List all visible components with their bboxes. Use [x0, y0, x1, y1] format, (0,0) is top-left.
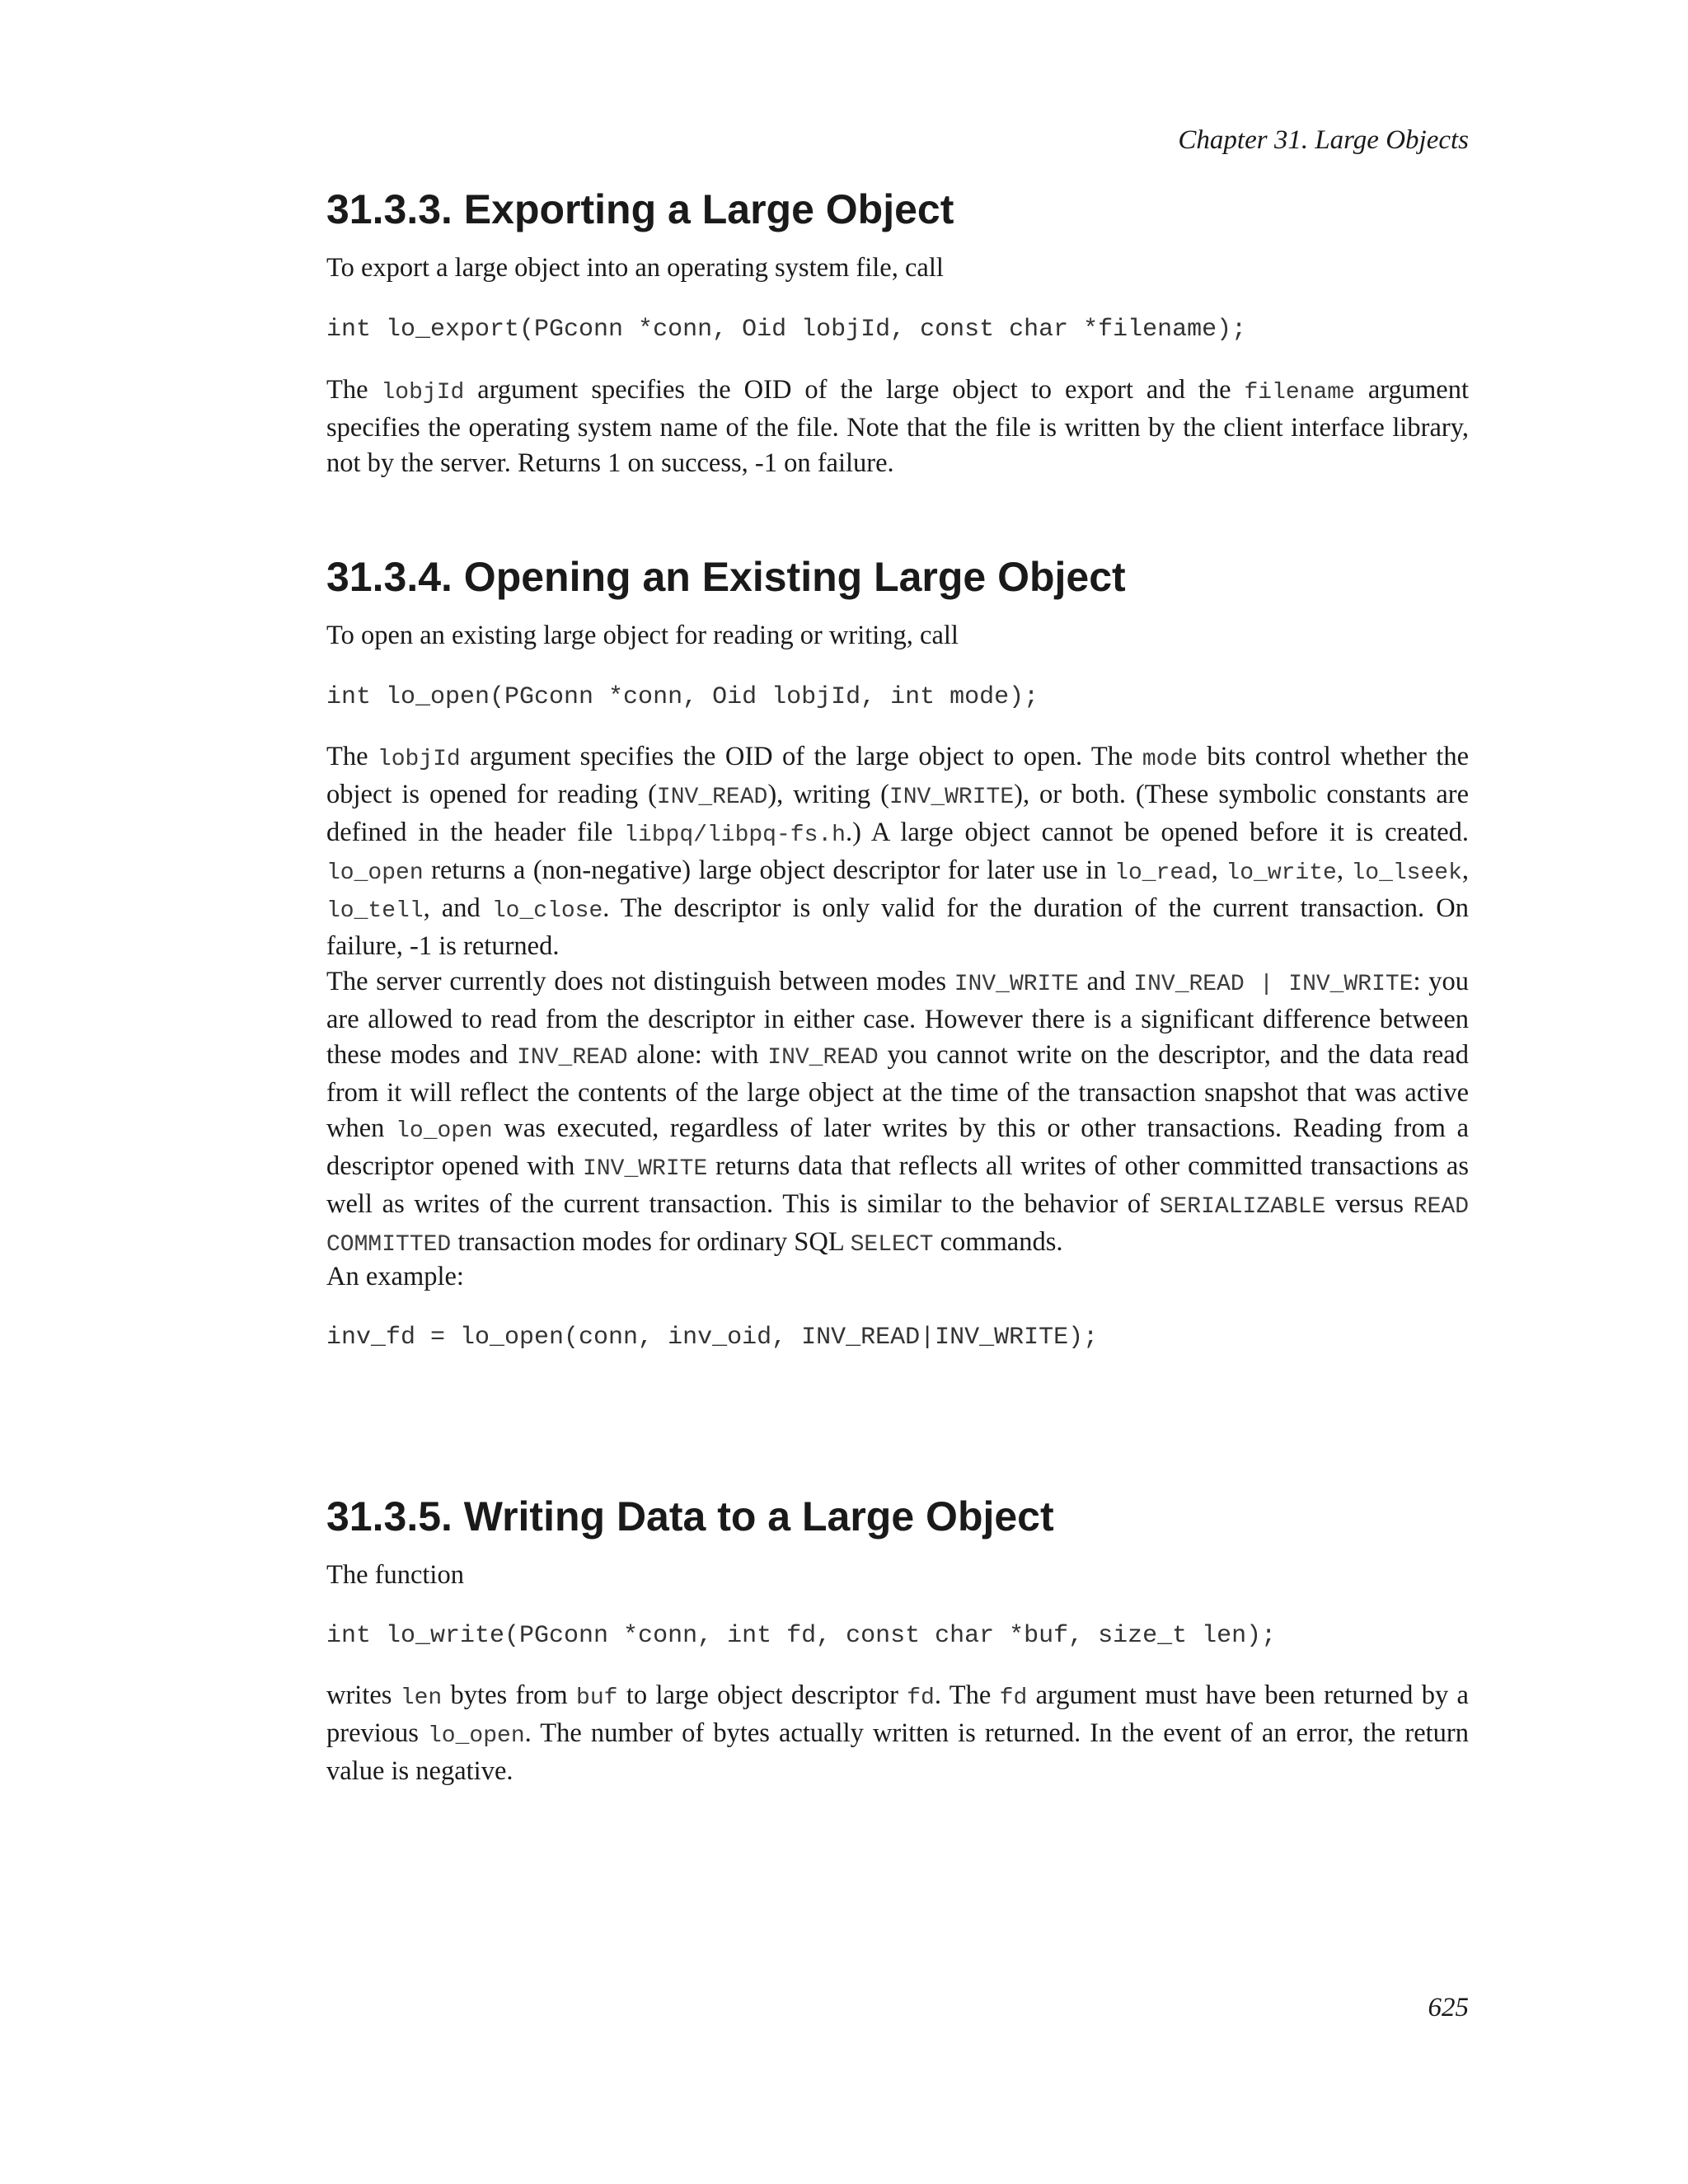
inline-code: filename — [1244, 380, 1355, 405]
section-intro-exporting: To export a large object into an operating system file, call — [326, 253, 944, 283]
running-header: Chapter 31. Large Objects — [1178, 125, 1469, 155]
paragraph-modes-description: The server currently does not distinguish between modes INV_WRITE and INV_READ | INV_WRITE: you are allowed to read from the descriptor in either case. However there is a significant difference between these modes and INV_READ alone: with INV_READ you cannot write on the descriptor, and the data read from it will reflect the contents of the large object at the time of the transaction snapshot that was active when lo_open was executed, regardless of later writes by this or other transactions. Reading from a descriptor opened with INV_WRITE returns data that reflects all writes of other committed transactions as well as writes of the current transaction. This is similar to the behavior of SERIALIZABLE versus READ COMMITTED transaction modes for ordinary SQL SELECT commands. — [326, 967, 1469, 1258]
inline-code: fd — [907, 1685, 935, 1711]
inline-code: lo_close — [491, 898, 603, 924]
inline-code: READ COMMITTED — [326, 1194, 1469, 1258]
inline-code: lobjId — [381, 380, 465, 405]
inline-code: INV_READ — [656, 785, 768, 810]
inline-code: lobjId — [377, 747, 461, 772]
page-number: 625 — [1428, 1993, 1469, 2022]
paragraph-write-description: writes len bytes from buf to large object descriptor fd. The fd argument must have been returned by a previous lo_open. The number of bytes actually written is returned. In the event of an error, the return value is negative. — [326, 1680, 1469, 1786]
inline-code: lo_open — [396, 1118, 493, 1144]
section-intro-writing: The function — [326, 1560, 464, 1590]
section-intro-opening: To open an existing large object for reading or writing, call — [326, 621, 959, 650]
inline-code: mode — [1142, 747, 1198, 772]
section-heading-opening: 31.3.4. Opening an Existing Large Object — [326, 554, 1126, 600]
inline-code: lo_open — [428, 1723, 525, 1749]
paragraph-export-description: The lobjId argument specifies the OID of the large object to export and the filename argument specifies the operating system name of the file. Note that the file is written by the client interface library, not by the server. Returns 1 on success, -1 on failure. — [326, 375, 1469, 478]
inline-code: INV_WRITE — [954, 972, 1079, 997]
paragraph-open-description: The lobjId argument specifies the OID of the large object to open. The mode bits control whether the object is opened for reading (INV_READ), writing (INV_WRITE), or both. (These symbolic constants are defined in the header file libpq/libpq-fs.h.) A large object cannot be opened before it is created. lo_open returns a (non-negative) large object descriptor for later use in lo_read, lo_write, lo_lseek, lo_tell, and lo_close. The descriptor is only valid for the duration of the current transaction. On failure, -1 is returned. — [326, 742, 1470, 961]
code-lo-write: int lo_write(PGconn *conn, int fd, const char *buf, size_t len); — [326, 1622, 1277, 1650]
inline-code: INV_READ — [767, 1045, 879, 1071]
section-heading-writing: 31.3.5. Writing Data to a Large Object — [326, 1493, 1054, 1540]
inline-code: len — [400, 1685, 443, 1711]
inline-code: lo_lseek — [1351, 860, 1462, 886]
code-example-lo-open: inv_fd = lo_open(conn, inv_oid, INV_READ|INV_WRITE); — [326, 1324, 1099, 1352]
example-label: An example: — [326, 1262, 464, 1291]
code-lo-open: int lo_open(PGconn *conn, Oid lobjId, int mode); — [326, 683, 1039, 711]
inline-code: lo_open — [326, 860, 424, 886]
inline-code: buf — [576, 1685, 618, 1711]
inline-code: lo_tell — [326, 898, 424, 924]
inline-code: INV_READ | INV_WRITE — [1133, 972, 1414, 997]
section-heading-exporting: 31.3.3. Exporting a Large Object — [326, 186, 954, 232]
code-lo-export: int lo_export(PGconn *conn, Oid lobjId, const char *filename); — [326, 316, 1247, 344]
inline-code: libpq/libpq-fs.h — [624, 823, 846, 848]
inline-code: INV_READ — [517, 1045, 628, 1071]
inline-code: lo_read — [1114, 860, 1212, 886]
inline-code: INV_WRITE — [583, 1156, 708, 1182]
inline-code: fd — [999, 1685, 1028, 1711]
inline-code: SELECT — [850, 1232, 934, 1258]
inline-code: SERIALIZABLE — [1159, 1194, 1326, 1220]
inline-code: lo_write — [1226, 860, 1337, 886]
inline-code: INV_WRITE — [889, 785, 1015, 810]
